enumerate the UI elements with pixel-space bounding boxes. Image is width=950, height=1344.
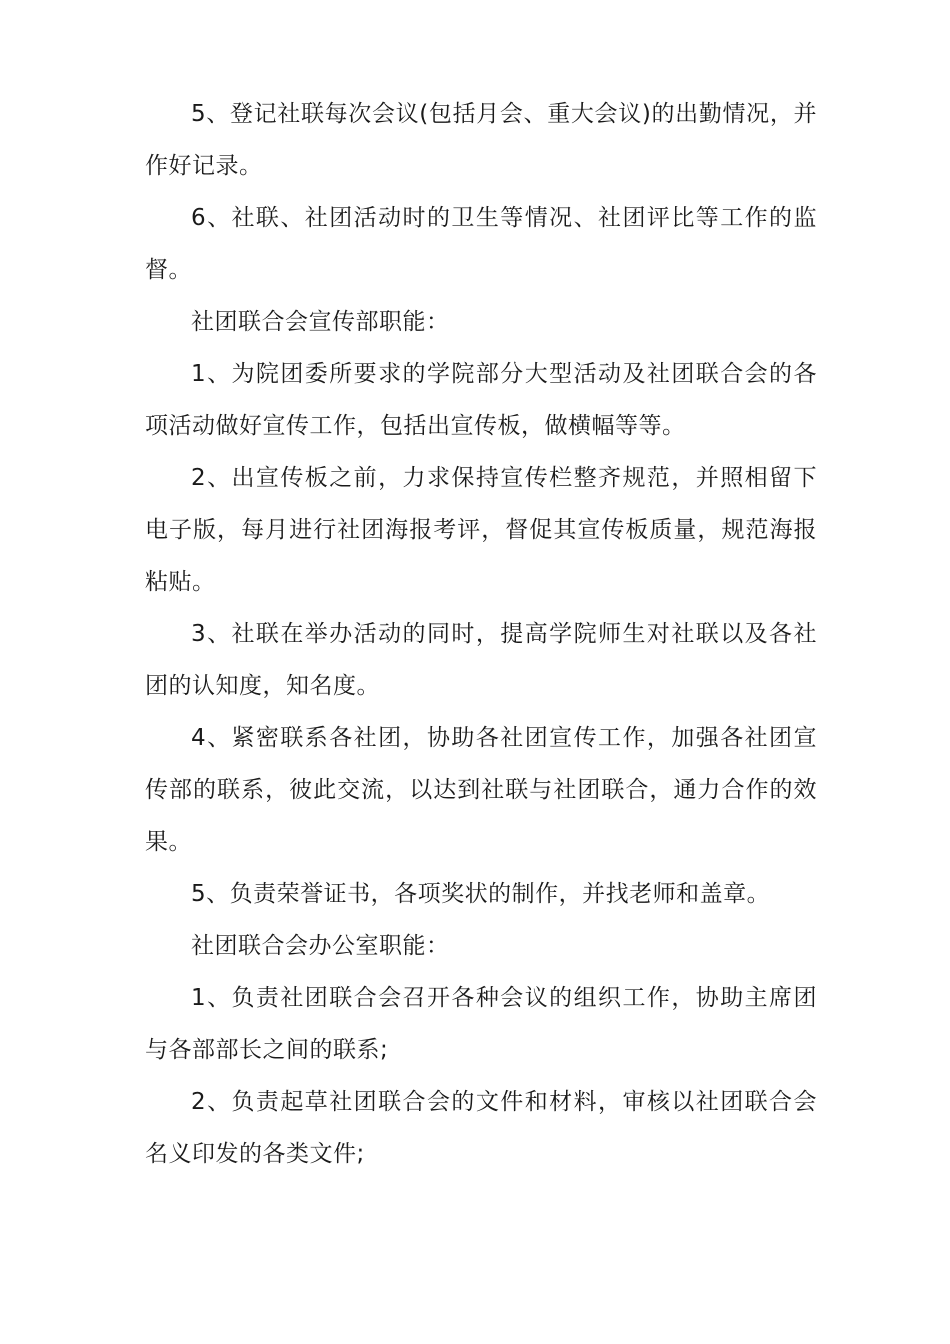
paragraph-11: 2、负责起草社团联合会的文件和材料，审核以社团联合会名义印发的各类文件;	[145, 1089, 817, 1167]
section-heading-office: 社团联合会办公室职能：	[191, 933, 450, 959]
paragraph-2: 6、社联、社团活动时的卫生等情况、社团评比等工作的监督。	[145, 205, 817, 283]
paragraph-6: 3、社联在举办活动的同时，提高学院师生对社联以及各社团的认知度，知名度。	[145, 621, 817, 699]
paragraph-4: 1、为院团委所要求的学院部分大型活动及社团联合会的各项活动做好宣传工作，包括出宣传板，做横幅等等。	[145, 361, 817, 439]
paragraph-5: 2、出宣传板之前，力求保持宣传栏整齐规范，并照相留下电子版，每月进行社团海报考评，督促其宣传板质量，规范海报粘贴。	[145, 465, 817, 595]
paragraph-7: 4、紧密联系各社团，协助各社团宣传工作，加强各社团宣传部的联系，彼此交流，以达到社联与社团联合，通力合作的效果。	[145, 725, 817, 855]
paragraph-8: 5、负责荣誉证书，各项奖状的制作，并找老师和盖章。	[191, 881, 771, 907]
paragraph-1: 5、登记社联每次会议(包括月会、重大会议)的出勤情况，并作好记录。	[145, 101, 817, 179]
section-heading-publicity: 社团联合会宣传部职能：	[191, 309, 450, 335]
document-body	[145, 88, 817, 1180]
paragraph-10: 1、负责社团联合会召开各种会议的组织工作，协助主席团与各部部长之间的联系;	[145, 985, 817, 1063]
